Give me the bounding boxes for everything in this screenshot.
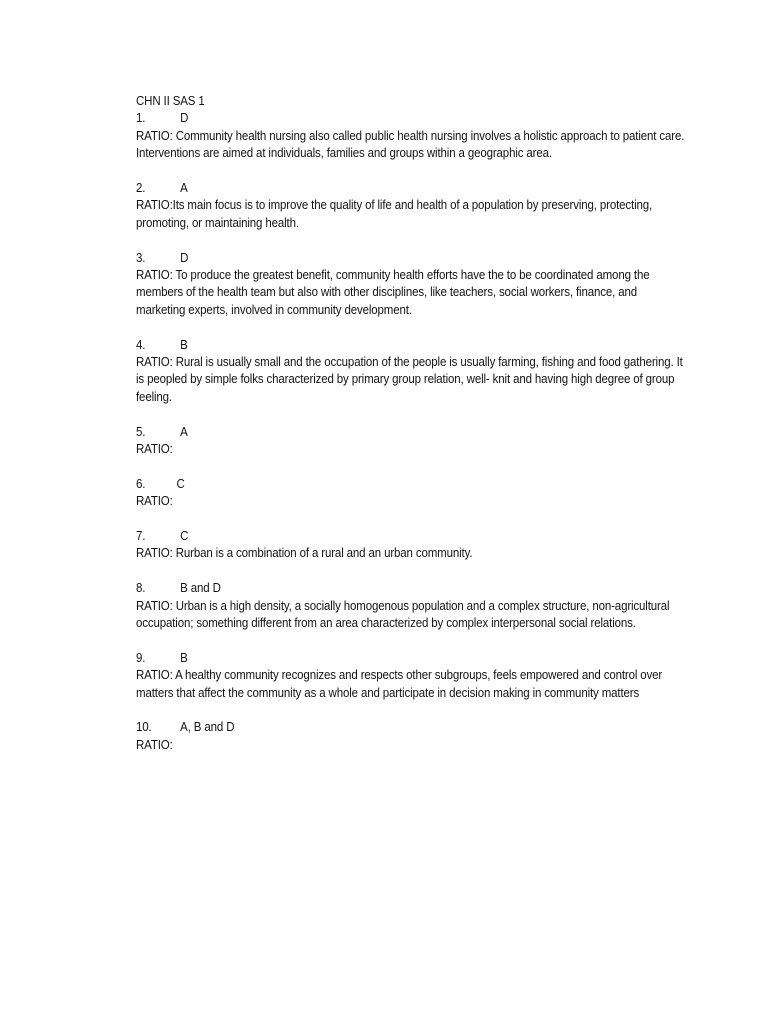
- item-answer: B: [180, 650, 188, 665]
- item-number: 5.: [136, 424, 146, 439]
- answer-line: [136, 476, 684, 493]
- item-answer: A: [180, 181, 188, 196]
- answer-line: [136, 719, 684, 736]
- item-answer: C: [180, 529, 189, 544]
- document-page: [136, 93, 684, 772]
- item-answer: C: [176, 476, 185, 491]
- item-answer: A, B and D: [180, 720, 235, 735]
- item-answer: A: [180, 424, 188, 439]
- answer-line: [136, 180, 684, 197]
- answer-line: [136, 250, 684, 267]
- answer-item-4: [136, 337, 684, 407]
- item-rationale: RATIO: Urban is a high density, a socially homogenous population and a complex structure, non-agricultural occupation; something different from an area characterized by complex interpersonal social relations.: [136, 598, 670, 631]
- answer-item-9: [136, 650, 684, 702]
- item-rationale: RATIO: Rural is usually small and the occupation of the people is usually farming, fishing and food gathering. It is peopled by simple folks characterized by primary group relation, well- knit and having high degree of group feeling.: [136, 355, 683, 404]
- answer-item-5: [136, 424, 684, 459]
- item-rationale: RATIO:Its main focus is to improve the quality of life and health of a population by preserving, protecting, promoting, or maintaining health.: [136, 198, 653, 230]
- item-number: 2.: [136, 181, 146, 196]
- item-number: 8.: [136, 581, 146, 596]
- item-number: 7.: [136, 529, 146, 544]
- item-answer: D: [180, 250, 189, 265]
- item-answer: B and D: [180, 581, 221, 596]
- item-rationale: RATIO: To produce the greatest benefit, community health efforts have the to be coordinated among the members of the health team but also with other disciplines, like teachers, social workers, finance, and marketing experts, involved in community development.: [136, 268, 650, 317]
- item-answer: B: [180, 337, 188, 352]
- answer-line: [136, 650, 684, 667]
- answer-item-2: [136, 180, 684, 232]
- item-number: 1.: [136, 111, 146, 126]
- item-rationale: RATIO: Community health nursing also called public health nursing involves a holistic approach to patient care. Interventions are aimed at individuals, families and groups within a geographic area.: [136, 128, 685, 161]
- item-number: 3.: [136, 250, 146, 265]
- item-answer: D: [180, 111, 189, 126]
- answer-item-6: [136, 476, 684, 511]
- answer-line: [136, 110, 684, 127]
- item-rationale: RATIO:: [136, 737, 173, 752]
- item-number: 6.: [136, 476, 146, 491]
- item-rationale: RATIO: Rurban is a combination of a rural and an urban community.: [136, 546, 473, 561]
- answer-item-1: [136, 110, 684, 162]
- answer-line: [136, 337, 684, 354]
- item-rationale: RATIO: A healthy community recognizes and respects other subgroups, feels empowered and control over matters that affect the community as a whole and participate in decision making in community matters: [136, 668, 663, 700]
- answer-line: [136, 424, 684, 441]
- answer-item-8: [136, 580, 684, 632]
- item-rationale: RATIO:: [136, 494, 173, 509]
- item-number: 4.: [136, 337, 146, 352]
- item-number: 10.: [136, 720, 152, 735]
- document-heading: CHN II SAS 1: [136, 94, 205, 108]
- answer-line: [136, 580, 684, 597]
- item-number: 9.: [136, 650, 146, 665]
- answer-line: [136, 528, 684, 545]
- item-rationale: RATIO:: [136, 442, 173, 457]
- answer-item-7: [136, 528, 684, 563]
- answer-item-3: [136, 250, 684, 320]
- answer-item-10: [136, 719, 684, 754]
